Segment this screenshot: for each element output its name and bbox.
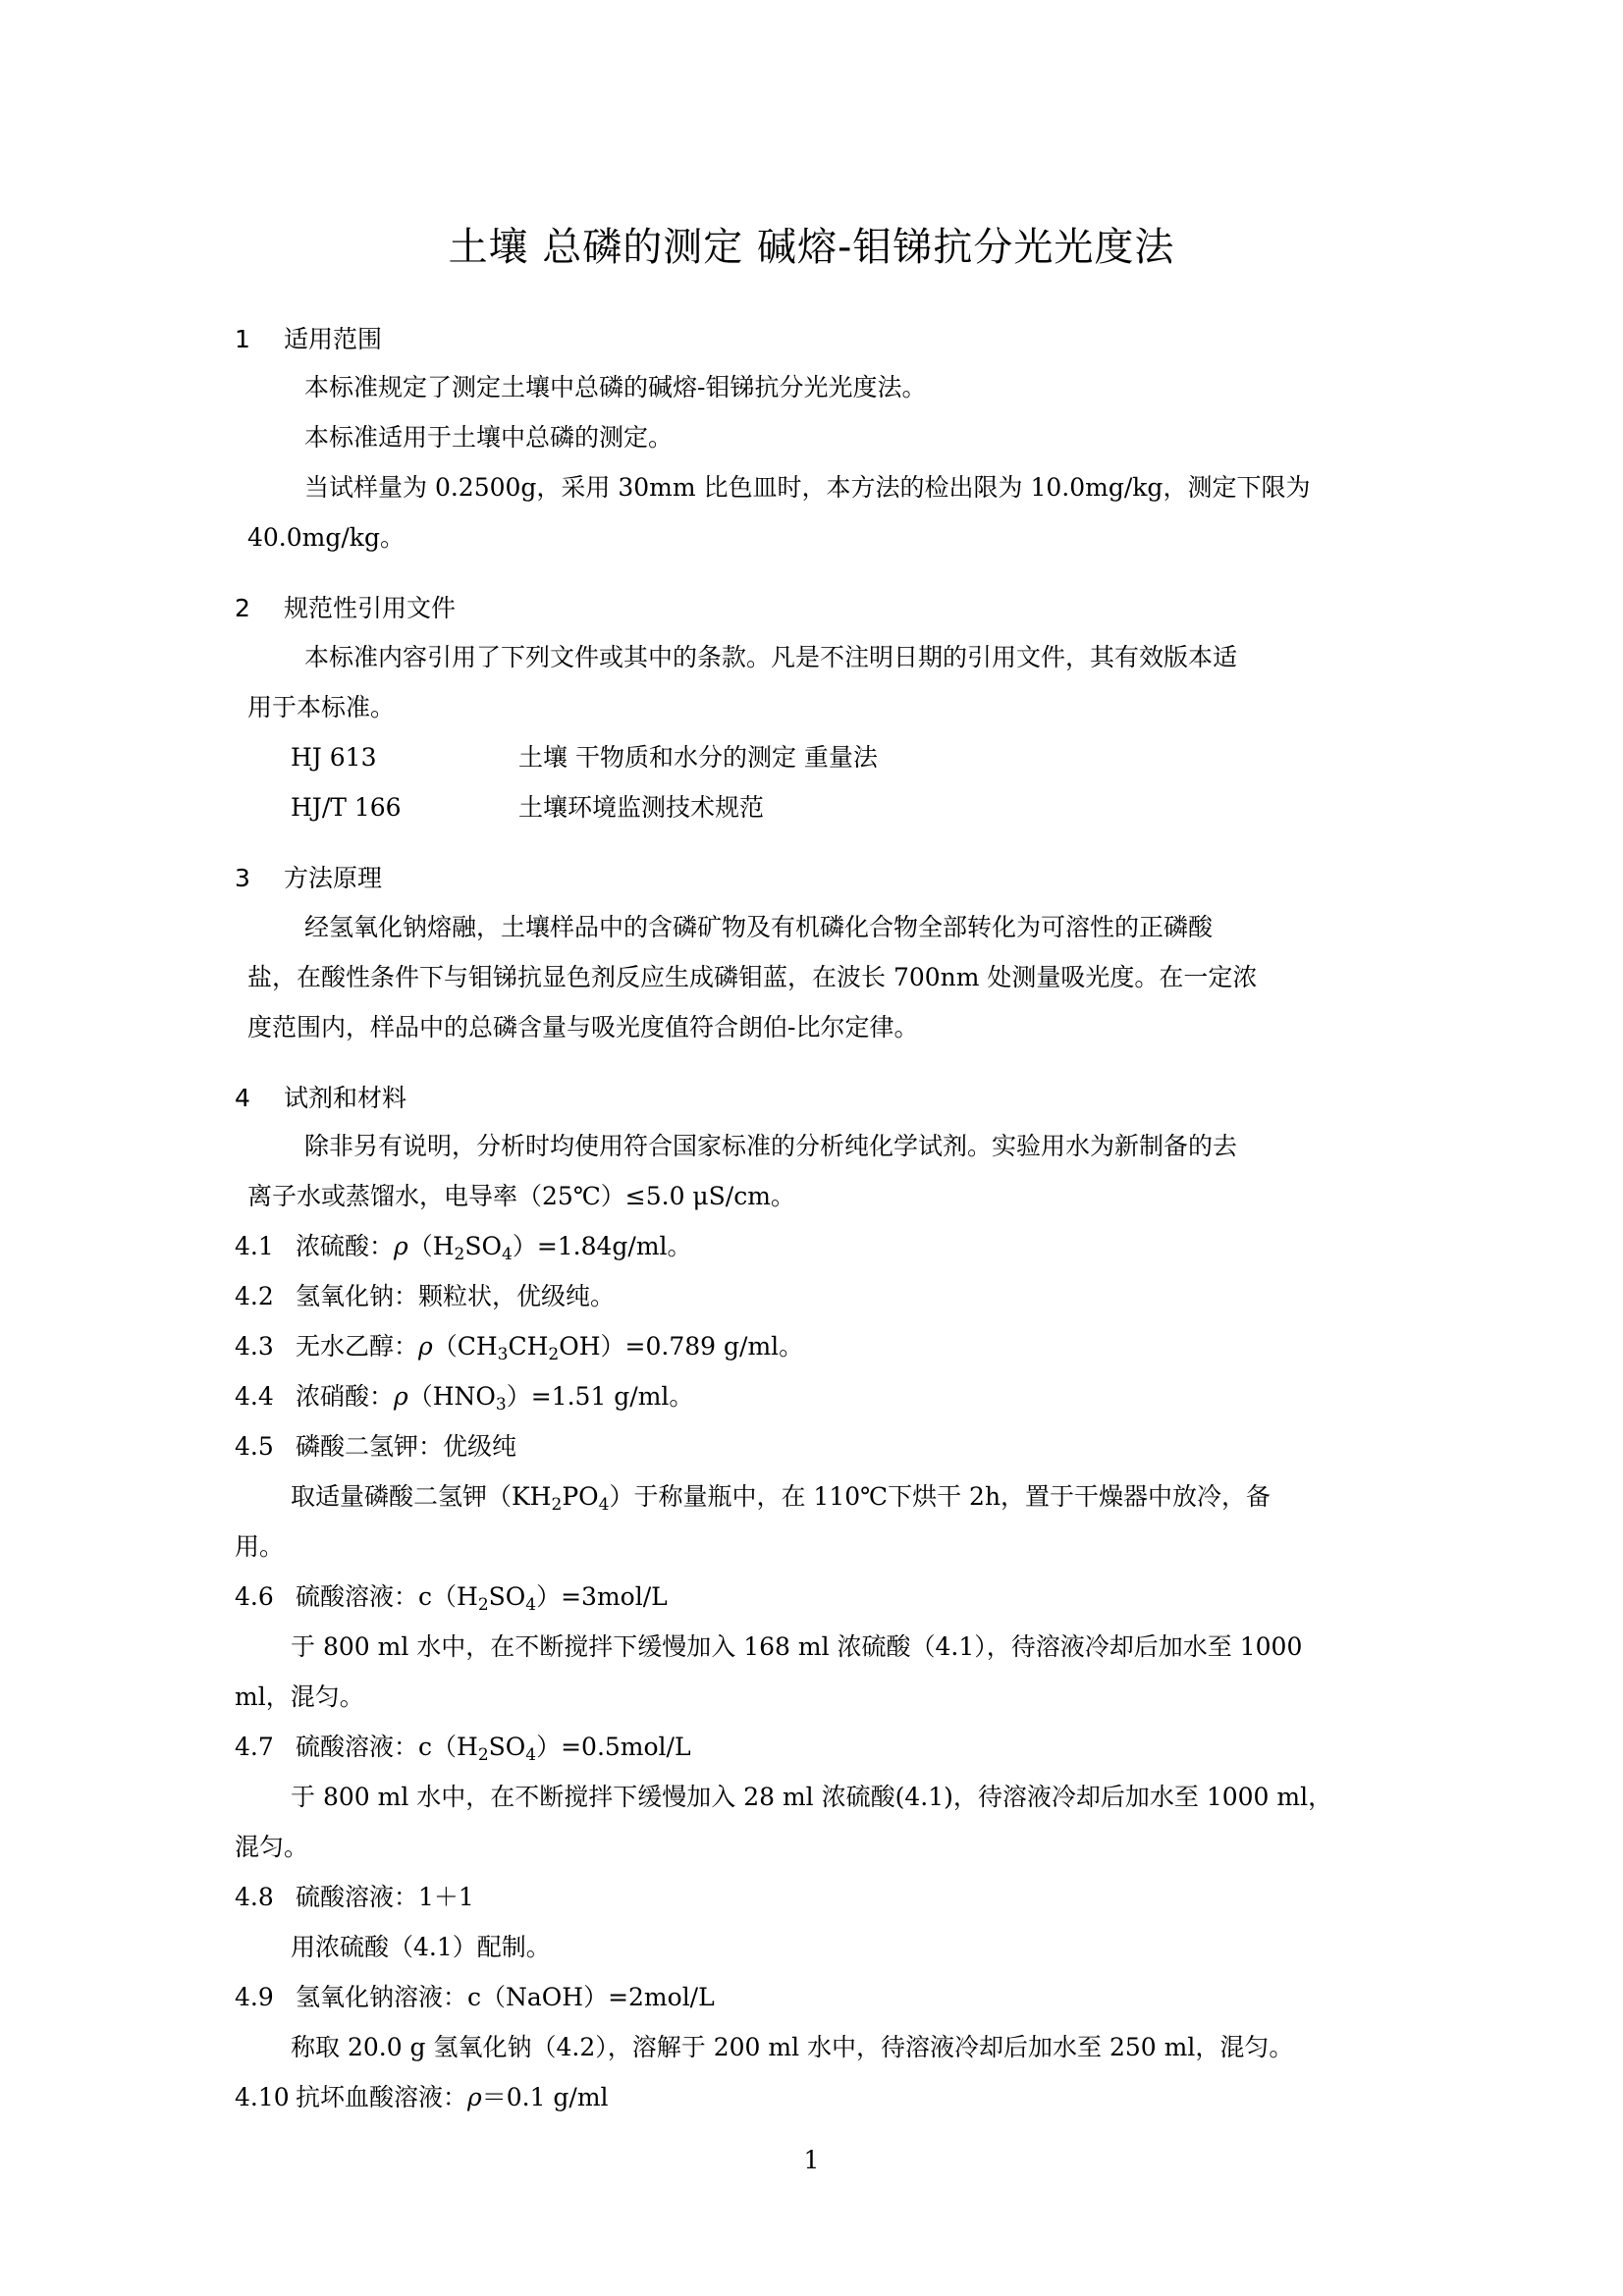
item-description bbox=[291, 1477, 1271, 1513]
subscript: 2 bbox=[477, 1745, 489, 1765]
item-number: 4.6 bbox=[235, 1582, 274, 1611]
paragraph-line: 盐，在酸性条件下与钼锑抗显色剂反应生成磷钼蓝，在波长 700nm 处测量吸光度。在一定浓 bbox=[247, 963, 1258, 991]
paragraph-line: 用浓硫酸（4.1）配制。 bbox=[291, 1933, 551, 1961]
formula-part: SO bbox=[488, 1733, 526, 1761]
item-number: 4.7 bbox=[235, 1733, 274, 1761]
reference-code: HJ/T 166 bbox=[291, 793, 402, 822]
subscript: 2 bbox=[548, 1345, 560, 1364]
desc-part: ）于称量瓶中，在 110℃下烘干 2h，置于干燥器中放冷，备 bbox=[609, 1482, 1271, 1511]
section-title: 方法原理 bbox=[284, 864, 383, 892]
item-4-8 bbox=[235, 1878, 474, 1913]
reference-row bbox=[291, 738, 878, 774]
rho-symbol: ρ bbox=[467, 2083, 482, 2111]
section-title: 试剂和材料 bbox=[284, 1084, 407, 1112]
formula-part: ）=3mol/L bbox=[536, 1582, 668, 1611]
paragraph-line: 本标准内容引用了下列文件或其中的条款。凡是不注明日期的引用文件，其有效版本适 bbox=[304, 643, 1238, 671]
formula-part: ）=1.84g/ml。 bbox=[512, 1232, 692, 1260]
item-label: 抗坏血酸溶液： bbox=[296, 2083, 468, 2111]
reference-title: 土壤环境监测技术规范 bbox=[518, 793, 765, 822]
paragraph-line: 当试样量为 0.2500g，采用 30mm 比色皿时，本方法的检出限为 10.0mg/kg，测定下限为 bbox=[304, 473, 1311, 502]
paragraph-line: 本标准规定了测定土壤中总磷的碱熔-钼锑抗分光光度法。 bbox=[304, 373, 927, 401]
item-label: 无水乙醇： bbox=[296, 1332, 419, 1361]
item-number: 4.8 bbox=[235, 1883, 274, 1911]
section-heading-3 bbox=[235, 859, 382, 894]
section-title: 适用范围 bbox=[284, 325, 383, 353]
formula-part: 硫酸溶液：c（H bbox=[296, 1582, 478, 1611]
section-number: 1 bbox=[235, 325, 250, 353]
page-number: 1 bbox=[803, 2146, 820, 2174]
item-text: 硫酸溶液：1＋1 bbox=[296, 1883, 474, 1911]
item-4-9 bbox=[235, 1978, 715, 2013]
paragraph-line: 混匀。 bbox=[235, 1833, 309, 1861]
item-text: 氢氧化钠溶液：c（NaOH）=2mol/L bbox=[296, 1983, 715, 2011]
section-number: 2 bbox=[235, 594, 250, 622]
paragraph-line: 本标准适用于土壤中总磷的测定。 bbox=[304, 423, 674, 452]
subscript: 3 bbox=[495, 1395, 507, 1415]
subscript: 4 bbox=[501, 1245, 513, 1264]
formula-part: OH）=0.789 g/ml。 bbox=[559, 1332, 804, 1361]
paragraph-line: 称取 20.0 g 氢氧化钠（4.2），溶解于 200 ml 水中，待溶液冷却后加水至 250 ml，混匀。 bbox=[291, 2033, 1294, 2061]
item-number: 4.9 bbox=[235, 1983, 274, 2011]
formula-part: ）=0.5mol/L bbox=[536, 1733, 691, 1761]
subscript: 2 bbox=[477, 1595, 489, 1615]
section-heading-1 bbox=[235, 320, 382, 355]
formula-part: 硫酸溶液：c（H bbox=[296, 1733, 478, 1761]
paragraph-line: 离子水或蒸馏水，电导率（25℃）≤5.0 μS/cm。 bbox=[247, 1182, 795, 1210]
paragraph-line: 用。 bbox=[235, 1532, 285, 1561]
item-4-3 bbox=[235, 1327, 803, 1362]
paragraph-line: 经氢氧化钠熔融，土壤样品中的含磷矿物及有机磷化合物全部转化为可溶性的正磷酸 bbox=[304, 913, 1214, 941]
formula-part: （CH bbox=[432, 1332, 498, 1361]
formula-part: SO bbox=[464, 1232, 502, 1260]
subscript: 3 bbox=[497, 1345, 509, 1364]
item-label: 浓硫酸： bbox=[296, 1232, 395, 1260]
item-number: 4.3 bbox=[235, 1332, 274, 1361]
paragraph-line: ml，混匀。 bbox=[235, 1682, 364, 1711]
paragraph-line: 除非另有说明，分析时均使用符合国家标准的分析纯化学试剂。实验用水为新制备的去 bbox=[304, 1132, 1238, 1160]
formula-part: SO bbox=[488, 1582, 526, 1611]
item-4-5 bbox=[235, 1427, 516, 1463]
item-number: 4.10 bbox=[235, 2083, 290, 2111]
item-number: 4.5 bbox=[235, 1432, 274, 1461]
paragraph-line: 40.0mg/kg。 bbox=[247, 523, 405, 552]
desc-part: 取适量磷酸二氢钾（KH bbox=[291, 1482, 552, 1511]
reference-code: HJ 613 bbox=[291, 743, 377, 772]
rho-symbol: ρ bbox=[418, 1332, 433, 1361]
reference-title: 土壤 干物质和水分的测定 重量法 bbox=[518, 743, 878, 772]
section-heading-2 bbox=[235, 589, 456, 624]
document-title: 土壤 总磷的测定 碱熔-钼锑抗分光光度法 bbox=[448, 225, 1175, 270]
item-4-7 bbox=[235, 1728, 691, 1763]
subscript: 4 bbox=[598, 1495, 610, 1515]
subscript: 4 bbox=[525, 1745, 537, 1765]
formula-part: ＝0.1 g/ml bbox=[481, 2083, 609, 2111]
rho-symbol: ρ bbox=[394, 1382, 408, 1411]
paragraph-line: 度范围内，样品中的总磷含量与吸光度值符合朗伯-比尔定律。 bbox=[247, 1013, 919, 1041]
reference-row bbox=[291, 788, 764, 824]
item-number: 4.2 bbox=[235, 1282, 274, 1310]
item-text: 磷酸二氢钾：优级纯 bbox=[296, 1432, 517, 1461]
item-4-6 bbox=[235, 1577, 668, 1613]
paragraph-line: 用于本标准。 bbox=[247, 693, 396, 721]
section-number: 3 bbox=[235, 864, 250, 892]
rho-symbol: ρ bbox=[394, 1232, 408, 1260]
paragraph-line: 于 800 ml 水中，在不断搅拌下缓慢加入 168 ml 浓硫酸（4.1），待溶液冷却后加水至 1000 bbox=[291, 1632, 1303, 1661]
item-4-4 bbox=[235, 1377, 693, 1413]
section-heading-4 bbox=[235, 1079, 406, 1114]
paragraph-line: 于 800 ml 水中，在不断搅拌下缓慢加入 28 ml 浓硫酸(4.1)，待溶液冷却后加水至 1000 ml， bbox=[291, 1783, 1333, 1811]
item-text: 氢氧化钠：颗粒状，优级纯。 bbox=[296, 1282, 616, 1310]
subscript: 2 bbox=[454, 1245, 465, 1264]
subscript: 2 bbox=[551, 1495, 563, 1515]
subscript: 4 bbox=[525, 1595, 537, 1615]
formula-part: （HNO bbox=[407, 1382, 496, 1411]
item-label: 浓硝酸： bbox=[296, 1382, 395, 1411]
section-number: 4 bbox=[235, 1084, 250, 1112]
section-title: 规范性引用文件 bbox=[284, 594, 457, 622]
item-4-10 bbox=[235, 2078, 609, 2113]
item-number: 4.1 bbox=[235, 1232, 274, 1260]
desc-part: PO bbox=[562, 1482, 599, 1511]
item-number: 4.4 bbox=[235, 1382, 274, 1411]
formula-part: （H bbox=[407, 1232, 455, 1260]
item-4-2 bbox=[235, 1277, 615, 1312]
formula-part: CH bbox=[508, 1332, 549, 1361]
item-4-1 bbox=[235, 1227, 692, 1262]
formula-part: ）=1.51 g/ml。 bbox=[506, 1382, 694, 1411]
